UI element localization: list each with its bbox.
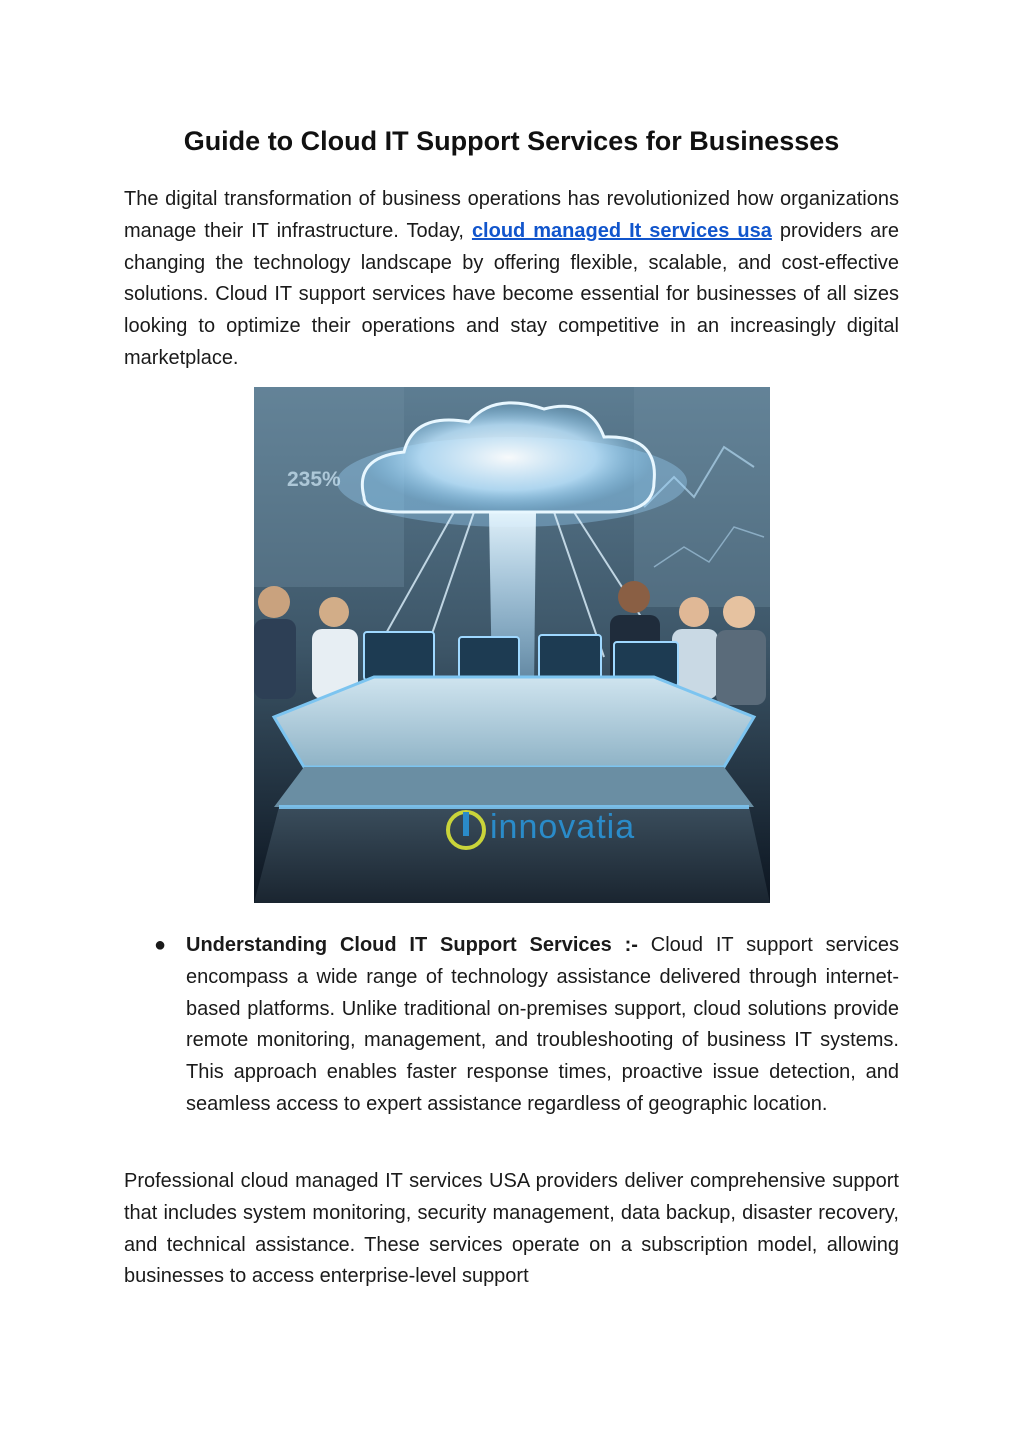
intro-text-before: The digital transformation of business operations has revolutionized how organizations manage their IT infrastructure. Today,: [124, 188, 899, 242]
intro-text-after: providers are changing the technology landscape by offering flexible, scalable, and cost-effective solutions. Cloud IT support services have become essential for businesses of all sizes looking to optimize their operations and stay competitive in an increasingly digital marketplace.: [124, 219, 899, 369]
page-title: Guide to Cloud IT Support Services for Businesses: [183, 126, 840, 156]
bullet-list: [124, 930, 899, 1121]
cloud-services-link[interactable]: cloud managed It services usa: [471, 219, 772, 242]
figure-stat-text: 235%: [287, 468, 341, 491]
bullet-body: Cloud IT support services encompass a wide range of technology assistance delivered through internet-based platforms. Unlike traditional on-premises support, cloud solutions provide remote monitoring, management, and troubleshooting of business IT systems. This approach enables faster response times, proactive issue detection, and seamless access to expert assistance regardless of geographic location.: [186, 934, 899, 1115]
intro-paragraph: [124, 184, 899, 375]
list-item: [124, 930, 899, 1121]
bullet-heading: Understanding Cloud IT Support Services :-: [186, 934, 638, 956]
closing-paragraph: Professional cloud managed IT services USA providers deliver comprehensive support that includes system monitoring, security management, data backup, disaster recovery, and technical assistance. These services operate on a subscription model, allowing businesses to access enterprise-level support: [124, 1170, 899, 1288]
bullet-text: [186, 930, 899, 1121]
bullet-marker: ●: [154, 934, 167, 956]
innovatia-logo: innovatia: [490, 808, 636, 846]
